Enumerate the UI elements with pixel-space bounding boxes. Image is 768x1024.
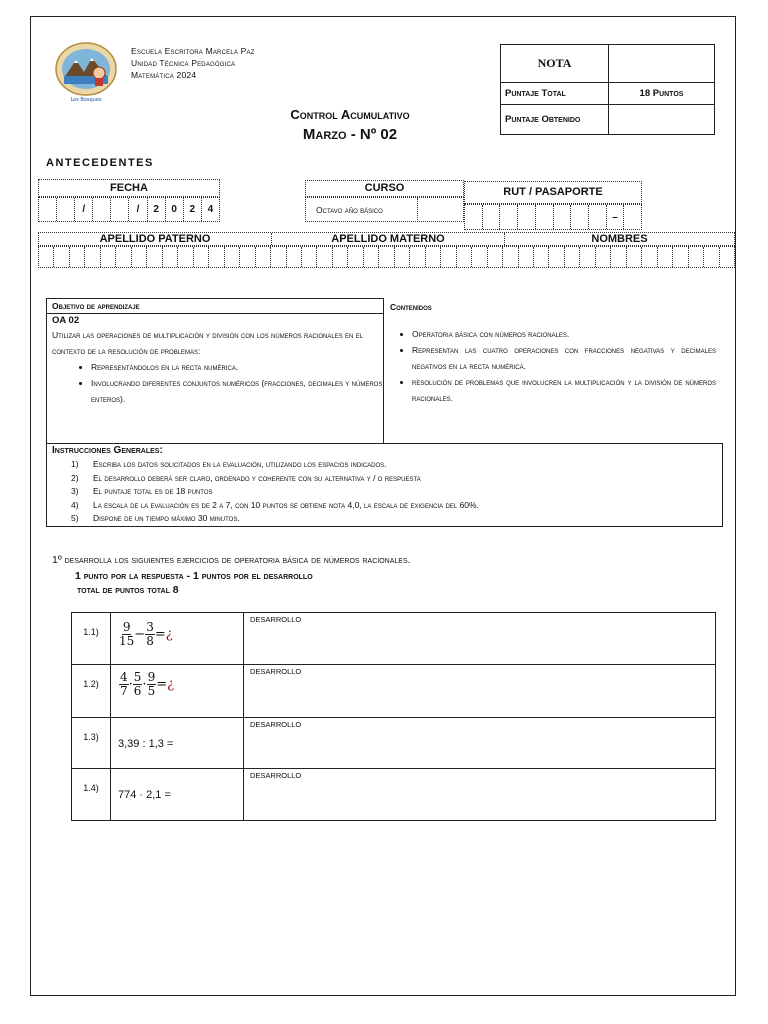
name-cell[interactable] bbox=[642, 247, 657, 267]
fecha-label: FECHA bbox=[110, 182, 148, 194]
fecha-year-digit: 0 bbox=[166, 198, 184, 221]
name-cell[interactable] bbox=[225, 247, 240, 267]
name-cell[interactable] bbox=[132, 247, 147, 267]
fecha-separator: / bbox=[129, 198, 147, 221]
name-cell[interactable] bbox=[673, 247, 688, 267]
title-line-2: Marzo - Nº 02 bbox=[302, 126, 398, 143]
exercise-expression: $\frac{9}{15}$ − $\frac{3}{8}$ =¿ bbox=[111, 613, 244, 665]
curso-field[interactable] bbox=[305, 197, 464, 222]
ejercicio-puntos: 1 punto por la respuesta - 1 puntos por el desarrollo bbox=[75, 570, 313, 582]
instrucciones-box bbox=[46, 443, 723, 527]
names-header bbox=[38, 232, 735, 246]
nota-table bbox=[500, 44, 715, 135]
name-cell[interactable] bbox=[549, 247, 564, 267]
exercise-expression: 774 · 2,1 = bbox=[111, 769, 244, 821]
name-cell[interactable] bbox=[70, 247, 85, 267]
name-cell[interactable] bbox=[395, 247, 410, 267]
name-cell[interactable] bbox=[348, 247, 363, 267]
puntaje-obtenido-label: Puntaje Obtenido bbox=[501, 105, 609, 135]
desarrollo-area[interactable] bbox=[244, 665, 716, 718]
name-cell[interactable] bbox=[488, 247, 503, 267]
apellido-paterno-label: APELLIDO PATERNO bbox=[39, 233, 272, 245]
name-cell[interactable] bbox=[163, 247, 178, 267]
exercise-expression: 3,39 : 1,3 = bbox=[111, 718, 244, 769]
contenidos-header: Contenidos bbox=[390, 302, 432, 312]
name-cell[interactable] bbox=[364, 247, 379, 267]
name-cell[interactable] bbox=[39, 247, 54, 267]
name-cell[interactable] bbox=[302, 247, 317, 267]
rut-cell[interactable] bbox=[554, 205, 572, 229]
rut-cell[interactable] bbox=[483, 205, 501, 229]
fecha-cell[interactable] bbox=[111, 198, 129, 221]
desarrollo-label: DESARROLLO bbox=[250, 667, 302, 676]
fecha-header bbox=[38, 179, 220, 197]
desarrollo-area[interactable] bbox=[244, 769, 716, 821]
rut-cell[interactable] bbox=[500, 205, 518, 229]
name-cell[interactable] bbox=[333, 247, 348, 267]
name-cell[interactable] bbox=[116, 247, 131, 267]
name-cell[interactable] bbox=[534, 247, 549, 267]
rut-field[interactable] bbox=[464, 204, 642, 230]
desarrollo-label: DESARROLLO bbox=[250, 720, 302, 729]
puntaje-total-value: 18 Puntos bbox=[609, 83, 715, 105]
rut-label: RUT / PASAPORTE bbox=[503, 186, 603, 198]
fecha-separator: / bbox=[75, 198, 93, 221]
ejercicio-total: total de puntos total 8 bbox=[77, 584, 179, 596]
fecha-year-digit: 2 bbox=[184, 198, 202, 221]
school-unit: Unidad Técnica Pedagógica bbox=[131, 58, 236, 68]
rut-cell[interactable] bbox=[465, 205, 483, 229]
name-cell[interactable] bbox=[271, 247, 286, 267]
name-cell[interactable] bbox=[410, 247, 425, 267]
name-cell[interactable] bbox=[658, 247, 673, 267]
fecha-field[interactable] bbox=[38, 197, 220, 222]
fecha-year-digit: 4 bbox=[207, 204, 214, 215]
fecha-cell[interactable] bbox=[93, 198, 111, 221]
exercise-row bbox=[72, 665, 716, 718]
name-cell[interactable] bbox=[317, 247, 332, 267]
school-subject: Matemática 2024 bbox=[131, 70, 197, 80]
desarrollo-area[interactable] bbox=[244, 718, 716, 769]
name-cell[interactable] bbox=[519, 247, 534, 267]
desarrollo-label: DESARROLLO bbox=[250, 771, 302, 780]
exercise-row bbox=[72, 613, 716, 665]
name-cell[interactable] bbox=[101, 247, 116, 267]
puntaje-total-label: Puntaje Total bbox=[501, 83, 609, 105]
antecedentes-label: ANTECEDENTES bbox=[46, 157, 154, 169]
name-cell[interactable] bbox=[611, 247, 626, 267]
exercise-number: 1.3) bbox=[72, 718, 111, 769]
school-name: Escuela Escritora Marcela Paz bbox=[131, 46, 255, 56]
curso-label: CURSO bbox=[364, 182, 405, 194]
name-cell[interactable] bbox=[503, 247, 518, 267]
name-cell[interactable] bbox=[379, 247, 394, 267]
name-cell[interactable] bbox=[441, 247, 456, 267]
page-title bbox=[230, 105, 470, 145]
fecha-cell[interactable] bbox=[57, 198, 75, 221]
name-cell[interactable] bbox=[580, 247, 595, 267]
rut-cell[interactable] bbox=[536, 205, 554, 229]
name-cell[interactable] bbox=[178, 247, 193, 267]
curso-header bbox=[305, 180, 464, 197]
instrucciones-list bbox=[47, 458, 722, 526]
objetivo-text: Utilizar las operaciones de multiplicación y división con los números racionales en el contexto de la resolución de problemas: bbox=[52, 330, 364, 356]
name-cell[interactable] bbox=[457, 247, 472, 267]
instrucciones-header: Instrucciones Generales: bbox=[52, 445, 163, 456]
objetivo-box bbox=[46, 298, 384, 444]
instruccion-item: 5) Dispone de un tiempo máximo 30 minutos. bbox=[71, 513, 240, 523]
rut-cell[interactable] bbox=[518, 205, 536, 229]
fecha-year-digit: 2 bbox=[148, 198, 166, 221]
name-cell[interactable] bbox=[240, 247, 255, 267]
name-cell[interactable] bbox=[472, 247, 487, 267]
name-cell[interactable] bbox=[85, 247, 100, 267]
rut-cell[interactable] bbox=[624, 205, 641, 229]
name-cell[interactable] bbox=[194, 247, 209, 267]
exercise-number: 1.1) bbox=[72, 613, 111, 665]
objetivo-list bbox=[47, 359, 383, 407]
ejercicio-title: 1º desarrolla los siguientes ejercicios de operatoria básica de números racionales. bbox=[52, 554, 411, 566]
name-cell[interactable] bbox=[54, 247, 69, 267]
objetivo-bullet: • Representándolos en la recta numérica. bbox=[91, 359, 383, 375]
title-line-1: Control Acumulativo bbox=[290, 107, 410, 122]
rut-header bbox=[464, 181, 642, 204]
rut-dash: – bbox=[607, 205, 625, 229]
names-field[interactable] bbox=[38, 246, 735, 268]
instruccion-item: 2) El desarrollo deberá ser claro, ordenado y coherente con su alternativa y / o respuesta bbox=[71, 472, 421, 483]
contenidos-list bbox=[384, 326, 722, 406]
name-cell[interactable] bbox=[426, 247, 441, 267]
name-cell[interactable] bbox=[704, 247, 719, 267]
fecha-cell[interactable] bbox=[39, 198, 57, 221]
contenidos-box bbox=[384, 298, 722, 444]
contenidos-bullet: • Representan las cuatro operaciones con fracciones negativas y decimales negativos en la recta numérica. bbox=[412, 342, 716, 374]
desarrollo-area[interactable] bbox=[244, 613, 716, 665]
objetivo-code: OA 02 bbox=[52, 315, 80, 326]
name-cell[interactable] bbox=[565, 247, 580, 267]
name-cell[interactable] bbox=[596, 247, 611, 267]
puntaje-obtenido-value[interactable] bbox=[609, 105, 715, 135]
instruccion-item: 4) La escala de la evaluación es de 2 a 7, con 10 puntos se obtiene nota 4,0, la escala de exigencia del 60%. bbox=[71, 499, 479, 510]
exercise-number: 1.2) bbox=[72, 665, 111, 718]
apellido-materno-label: APELLIDO MATERNO bbox=[272, 233, 505, 245]
exercise-row bbox=[72, 718, 716, 769]
exercise-table bbox=[71, 612, 716, 821]
exercise-row bbox=[72, 769, 716, 821]
nota-value-cell[interactable] bbox=[609, 45, 715, 83]
name-cell[interactable] bbox=[256, 247, 271, 267]
nota-label: NOTA bbox=[501, 45, 609, 83]
curso-value: Octavo año básico bbox=[306, 198, 418, 222]
exercise-number: 1.4) bbox=[72, 769, 111, 821]
name-cell[interactable] bbox=[209, 247, 224, 267]
contenidos-bullet: • Operatoria básica con números racionales. bbox=[412, 326, 716, 342]
school-logo bbox=[52, 40, 122, 104]
desarrollo-label: DESARROLLO bbox=[250, 615, 302, 624]
exercise-expression: $\frac{4}{7}$ · $\frac{5}{6}$ · $\frac{9}{5}$ =¿ bbox=[111, 665, 244, 718]
name-cell[interactable] bbox=[689, 247, 704, 267]
name-cell[interactable] bbox=[287, 247, 302, 267]
rut-cell[interactable] bbox=[589, 205, 607, 229]
school-info bbox=[131, 45, 255, 81]
contenidos-bullet: • resolución de problemas que involucren la multiplicación y la división de números racionales. bbox=[412, 374, 716, 406]
objetivo-bullet: • Involucrando diferentes conjuntos numéricos (fracciones, decimales y números enteros). bbox=[91, 375, 383, 407]
rut-cell[interactable] bbox=[571, 205, 589, 229]
name-cell[interactable] bbox=[147, 247, 162, 267]
instruccion-item: 3) El puntaje total es de 18 puntos bbox=[71, 486, 213, 496]
nombres-label: NOMBRES bbox=[591, 233, 648, 245]
objetivo-header: Objetivo de aprendizaje bbox=[47, 299, 383, 314]
name-cell[interactable] bbox=[720, 247, 734, 267]
name-cell[interactable] bbox=[627, 247, 642, 267]
instruccion-item: 1) Escriba los datos solicitados en la evaluación, utilizando los espacios indicados. bbox=[71, 459, 387, 469]
logo-caption: Los Bosques bbox=[70, 97, 102, 103]
